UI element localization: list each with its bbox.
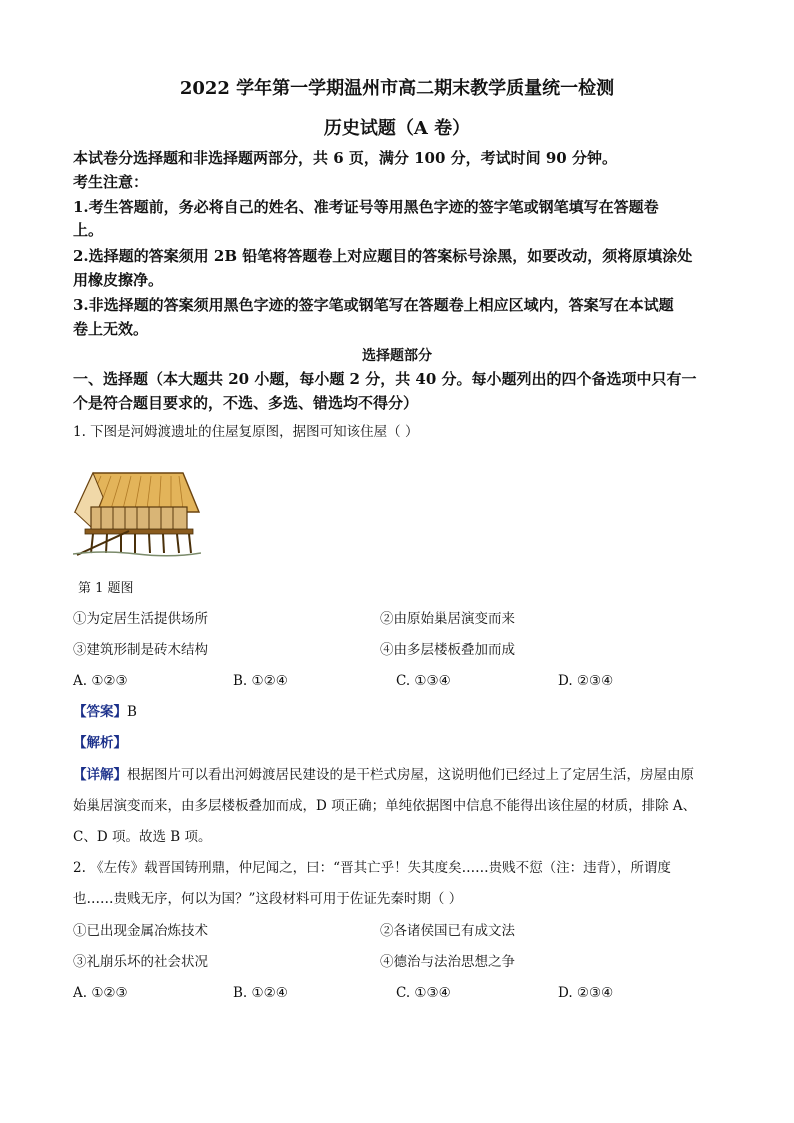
- exam-title: 2022 学年第一学期温州市高二期末教学质量统一检测: [179, 78, 615, 99]
- question-1-item: ③建筑形制是砖木结构: [73, 642, 208, 658]
- intro-line: 用橡皮擦净。: [73, 271, 164, 289]
- intro-line: 考生注意：: [73, 173, 149, 191]
- question-2-choice-a: A. ①②③: [73, 985, 128, 1001]
- question-1-choice-b: B. ①②④: [233, 673, 288, 689]
- intro-line: 上。: [73, 221, 104, 239]
- question-2-choice-b: B. ①②④: [233, 985, 288, 1001]
- stilt-house-image: [73, 467, 201, 557]
- intro-line: 本试卷分选择题和非选择题两部分，共 6 页，满分 100 分，考试时间 90 分钟。: [73, 149, 617, 167]
- question-1-item: ②由原始巢居演变而来: [380, 611, 515, 627]
- question-2-stem: 2. 《左传》载晋国铸刑鼎，仲尼闻之，曰：“晋其亡乎！失其度矣……贵贱不愆（注：违背），所谓度: [73, 860, 671, 876]
- intro-line: 2.选择题的答案须用 2B 铅笔将答题卷上对应题目的答案标号涂黑，如要改动，须将原填涂处: [73, 247, 693, 265]
- question-1-item: ④由多层楼板叠加而成: [380, 642, 515, 658]
- answer-tag: 【答案】: [73, 704, 127, 720]
- answer-value: B: [127, 704, 137, 720]
- question-2-choice-c: C. ①③④: [396, 985, 451, 1001]
- detail-text: 根据图片可以看出河姆渡居民建设的是干栏式房屋，这说明他们已经过上了定居生活，房屋由原: [127, 767, 694, 783]
- answer-line: [73, 702, 137, 722]
- analysis-tag: 【解析】: [73, 735, 127, 751]
- detail-line: [73, 765, 694, 785]
- detail-tag: 【详解】: [73, 767, 127, 783]
- section-instruction: 一、选择题（本大题共 20 小题，每小题 2 分，共 40 分。每小题列出的四个备选项中只有一: [73, 370, 697, 388]
- figure-caption: 第 1 题图: [78, 581, 134, 596]
- section-instruction: 个是符合题目要求的，不选、多选、错选均不得分）: [73, 394, 419, 412]
- intro-line: 卷上无效。: [73, 320, 149, 338]
- question-1-choice-c: C. ①③④: [396, 673, 451, 689]
- exam-subtitle: 历史试题（A 卷）: [323, 118, 471, 139]
- question-1-choice-a: A. ①②③: [73, 673, 128, 689]
- question-2-stem: 也……贵贱无序，何以为国？”这段材料可用于佐证先秦时期（ ）: [73, 891, 463, 907]
- question-1-item: ①为定居生活提供场所: [73, 611, 208, 627]
- intro-line: 3.非选择题的答案须用黑色字迹的签字笔或钢笔写在答题卷上相应区域内，答案写在本试题: [73, 296, 674, 314]
- question-2-item: ①已出现金属冶炼技术: [73, 923, 208, 939]
- question-2-item: ②各诸侯国已有成文法: [380, 923, 515, 939]
- question-1-choice-d: D. ②③④: [558, 673, 614, 689]
- detail-line: C、D 项。故选 B 项。: [73, 829, 212, 845]
- question-2-choice-d: D. ②③④: [558, 985, 614, 1001]
- question-1-stem: 1. 下图是河姆渡遗址的住屋复原图，据图可知该住屋（ ）: [73, 424, 419, 440]
- question-2-item: ④德治与法治思想之争: [380, 954, 515, 970]
- detail-line: 始巢居演变而来，由多层楼板叠加而成，D 项正确；单纯依据图中信息不能得出该住屋的材质，排除 A、: [73, 798, 697, 814]
- analysis-line: [73, 733, 127, 753]
- question-2-item: ③礼崩乐坏的社会状况: [73, 954, 208, 970]
- section-heading: 选择题部分: [362, 348, 432, 364]
- intro-line: 1.考生答题前，务必将自己的姓名、准考证号等用黑色字迹的签字笔或钢笔填写在答题卷: [73, 198, 659, 216]
